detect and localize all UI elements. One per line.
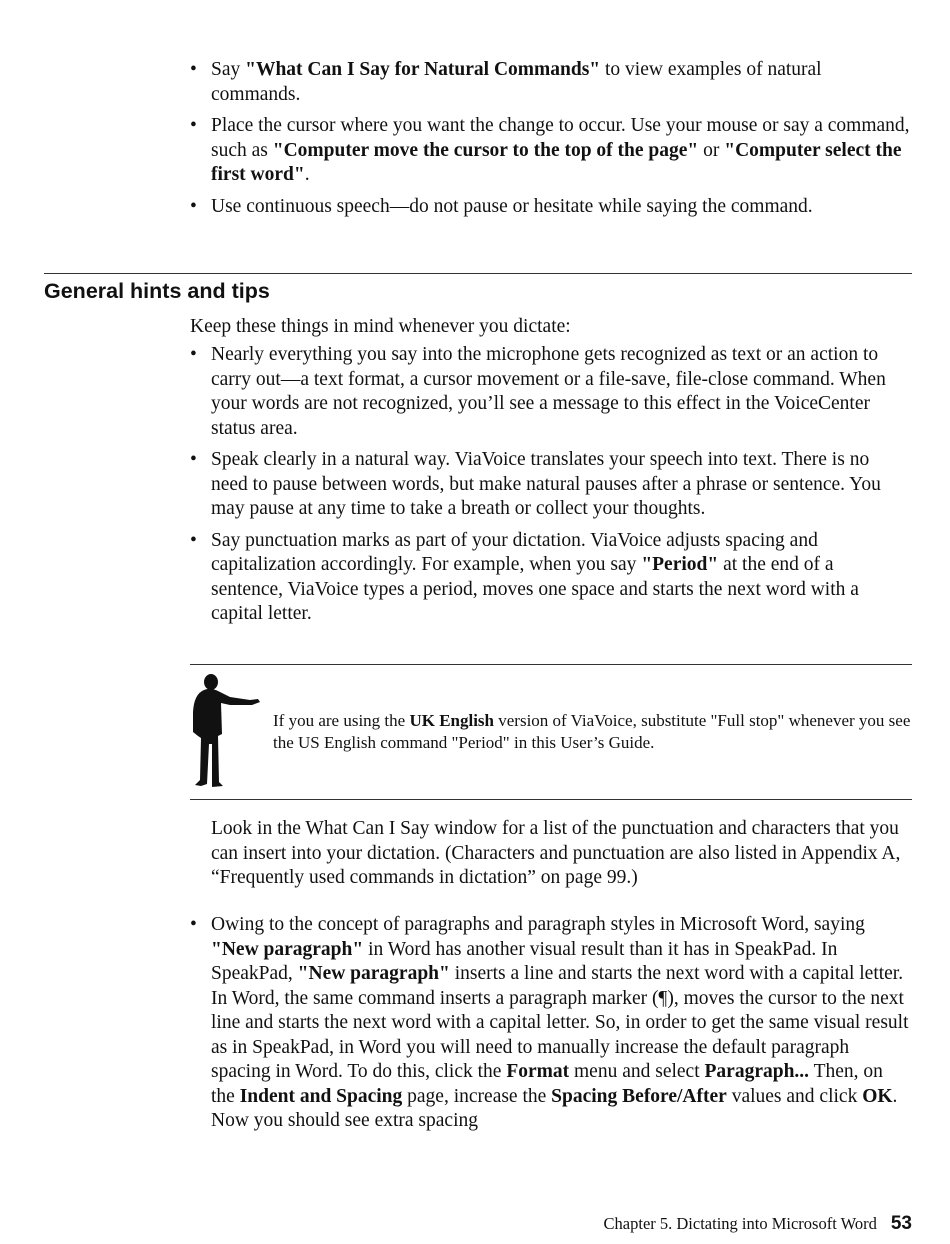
last-bullet-list <box>190 913 910 1141</box>
text-run: Owing to the concept of paragraphs and paragraph styles in Microsoft Word, saying <box>211 914 865 935</box>
text-run: Nearly everything you say into the microphone gets recognized as text or an action to carry out—a text format, a cursor movement or a file-save, file-close command. When your words are not recognized, you’ll see a message to this effect in the VoiceCenter status area. <box>211 344 886 439</box>
section-divider <box>44 273 912 274</box>
text-run: Then, on the <box>211 1061 883 1107</box>
pointing-person-icon <box>190 672 262 790</box>
list-item <box>190 343 910 441</box>
text-run: Speak clearly in a natural way. ViaVoice translates your speech into text. There is no need to pause between words, but make natural pauses after a phrase or sentence. You may pause at any time to take a breath or collect your thoughts. <box>211 449 881 519</box>
command-phrase: "New paragraph" <box>211 938 364 960</box>
list-item <box>190 529 910 627</box>
continuation-paragraph: Look in the What Can I Say window for a list of the punctuation and characters that you can insert into your dictation. (Characters and punctuation are also listed in Appendix A, “Frequently used commands in dictation” on page 99.) <box>211 818 901 888</box>
text-run: inserts a line and starts the next word with a capital letter. In Word, the same command inserts a paragraph marker (¶), moves the cursor to the next line and starts the next word with a capital letter. So, in order to get the same visual result as in SpeakPad, in Word you will need to manually increase the default paragraph spacing in Word. To do this, click the <box>211 963 909 1082</box>
page-number: 53 <box>890 1213 912 1234</box>
text-run: . Now you should see extra spacing <box>211 1085 898 1131</box>
text-run: page, increase the <box>402 1085 552 1107</box>
ui-term: Paragraph... <box>704 1061 810 1082</box>
top-bullet-list <box>190 58 910 226</box>
command-phrase: "Computer select the first word" <box>211 139 902 185</box>
text-run: Use continuous speech—do not pause or hesitate while saying the command. <box>211 195 813 217</box>
text-run: Say <box>211 59 246 80</box>
chapter-title: Chapter 5. Dictating into Microsoft Word <box>603 1214 877 1233</box>
text-run: . <box>304 164 310 185</box>
list-item <box>190 114 910 188</box>
page-footer <box>604 1212 912 1237</box>
text-run: Place the cursor where you want the change to occur. Use your mouse or say a command, such as <box>211 115 910 161</box>
command-phrase: "New paragraph" <box>297 963 450 984</box>
ui-term: OK <box>862 1085 893 1107</box>
list-item <box>190 58 910 107</box>
text-run: menu and select <box>569 1061 705 1082</box>
ui-term: Format <box>506 1061 570 1082</box>
text-run: in Word has another visual result than it has in SpeakPad. In SpeakPad, <box>211 938 838 984</box>
text-run: to view examples of natural commands. <box>211 59 822 105</box>
list-item <box>190 448 910 522</box>
text-run: version of ViaVoice, substitute "Full stop" whenever you see the US English command "Period" in this User’s Guide. <box>273 711 911 752</box>
tips-bullet-list <box>190 343 910 634</box>
text-run: If you are using the <box>273 711 410 730</box>
text-run: Say punctuation marks as part of your dictation. ViaVoice adjusts spacing and capitalization accordingly. For example, when you say <box>211 529 818 575</box>
intro-text: Keep these things in mind whenever you dictate: <box>190 316 571 337</box>
note-text <box>273 710 913 754</box>
text-run: at the end of a sentence, ViaVoice types a period, moves one space and starts the next word with a capital letter. <box>211 554 859 624</box>
list-item <box>190 913 910 1134</box>
command-phrase: "Computer move the cursor to the top of the page" <box>272 139 699 161</box>
text-run: values and click <box>726 1085 863 1107</box>
emphasis-text: UK English <box>409 711 494 730</box>
section-heading: General hints and tips <box>44 279 270 303</box>
note-top-rule <box>190 664 912 665</box>
ui-term: Indent and Spacing <box>239 1085 403 1107</box>
note-bottom-rule <box>190 799 912 800</box>
command-phrase: "What Can I Say for Natural Commands" <box>245 59 601 80</box>
text-run: or <box>698 139 725 161</box>
command-phrase: "Period" <box>641 554 719 575</box>
ui-term: Spacing Before/After <box>551 1085 727 1107</box>
list-item <box>190 195 910 220</box>
